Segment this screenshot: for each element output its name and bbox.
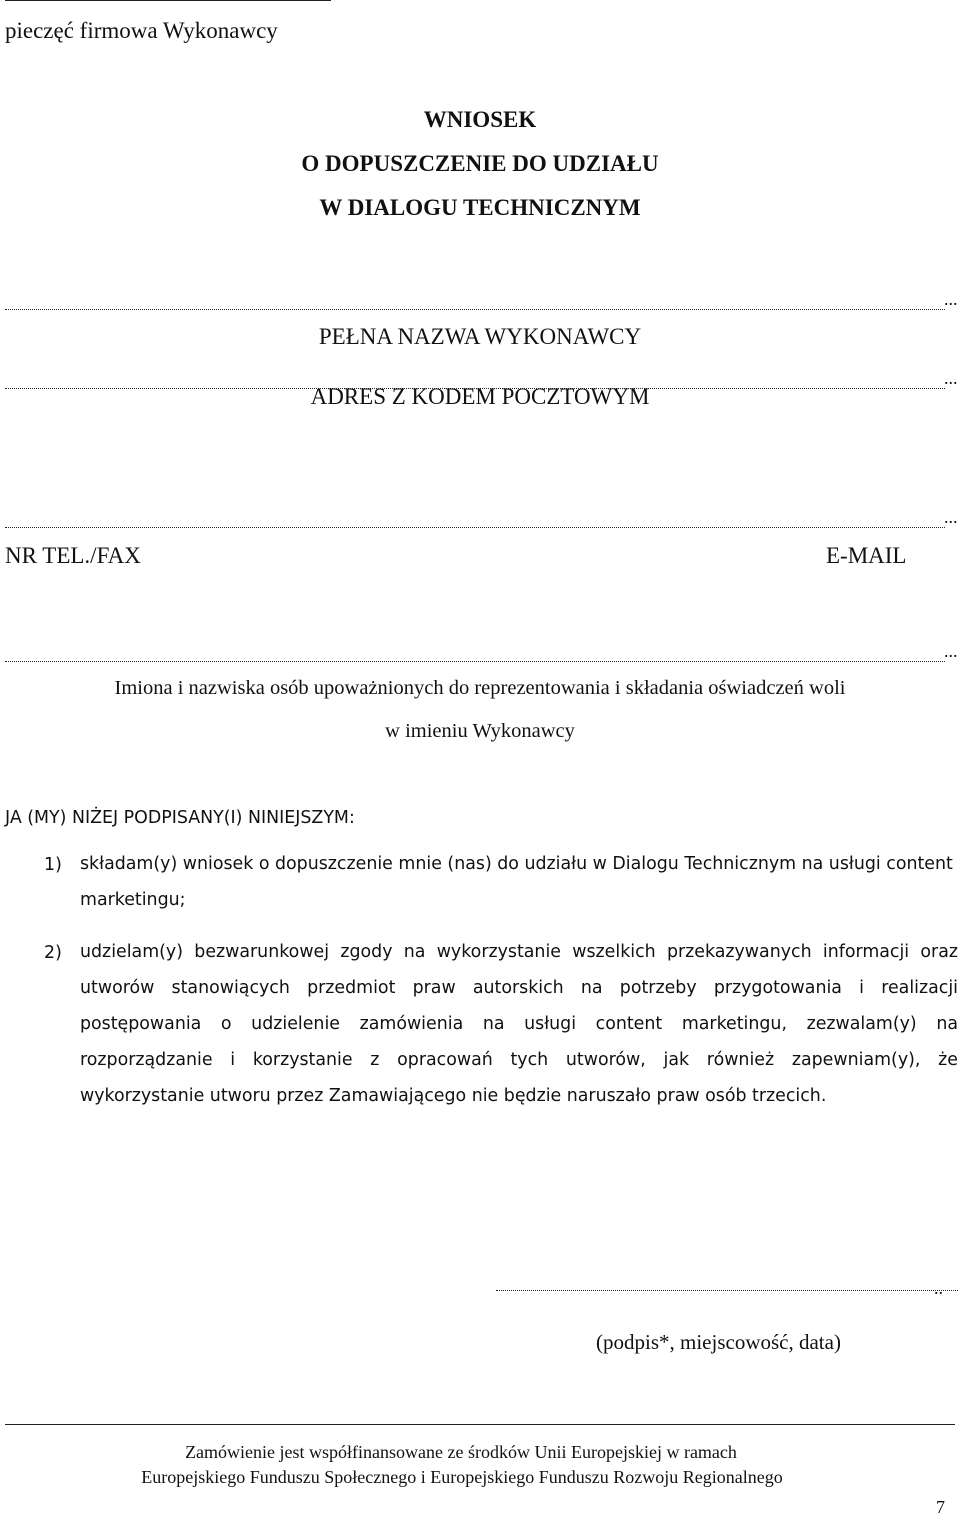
declaration-heading: JA (MY) NIŻEJ PODPISANY(I) NINIEJSZYM: xyxy=(5,808,355,828)
signature-caption: (podpis*, miejscowość, data) xyxy=(596,1330,841,1354)
phone-fax-caption: NR TEL./FAX xyxy=(5,543,141,568)
contractor-name-field-end: ... xyxy=(944,289,958,309)
footer-rule xyxy=(5,1424,955,1425)
representatives-caption: Imiona i nazwiska osób upoważnionych do reprezentowania i składania oświadczeń woli xyxy=(114,677,846,699)
footer-funding-line2: Europejskiego Funduszu Społecznego i Europejskiego Funduszu Rozwoju Regionalnego xyxy=(141,1467,783,1487)
document-title: WNIOSEK xyxy=(423,107,537,132)
declaration-item-number: 2) xyxy=(44,943,62,963)
email-caption: E-MAIL xyxy=(826,543,907,568)
contractor-name-caption: PEŁNA NAZWA WYKONAWCY xyxy=(318,324,642,349)
document-subtitle-line1: O DOPUSZCZENIE DO UDZIAŁU xyxy=(301,151,659,176)
contact-field[interactable] xyxy=(5,527,945,528)
page-number: 7 xyxy=(936,1497,945,1517)
stamp-rule xyxy=(5,0,331,1)
declaration-item-text: udzielam(y) bezwarunkowej zgody na wykorzystanie wszelkich przekazywanych informacji oraz utworów stanowiących przedmiot praw autorskich na potrzeby przygotowania i realizacji postępowania o udzielenie zamówienia na usługi content marketingu, zezwalam(y) na rozporządzanie i korzystanie z opracowań tych utworów, jak również zapewniam(y), że wykorzystanie utworu przez Zamawiającego nie będzie naruszało praw osób trzecich. xyxy=(80,942,958,1106)
contractor-name-field[interactable] xyxy=(5,309,945,310)
signature-field[interactable] xyxy=(496,1290,958,1291)
signature-field-end: .. xyxy=(934,1278,943,1298)
representatives-caption-line2: w imieniu Wykonawcy xyxy=(385,720,575,742)
declaration-item-text: składam(y) wniosek o dopuszczenie mnie (nas) do udziału w Dialogu Technicznym na usługi content marketingu; xyxy=(80,854,953,910)
document-subtitle-line2: W DIALOGU TECHNICZNYM xyxy=(319,195,641,220)
representatives-field-end: ... xyxy=(944,641,958,661)
company-stamp-label: pieczęć firmowa Wykonawcy xyxy=(5,18,278,43)
representatives-field[interactable] xyxy=(5,661,945,662)
declaration-item-number: 1) xyxy=(44,855,62,875)
contractor-address-field-end: ... xyxy=(944,368,958,388)
footer-funding-line1: Zamówienie jest współfinansowane ze środków Unii Europejskiej w ramach xyxy=(185,1442,737,1462)
contractor-address-caption: ADRES Z KODEM POCZTOWYM xyxy=(310,384,650,409)
contact-field-end: ... xyxy=(944,507,958,527)
